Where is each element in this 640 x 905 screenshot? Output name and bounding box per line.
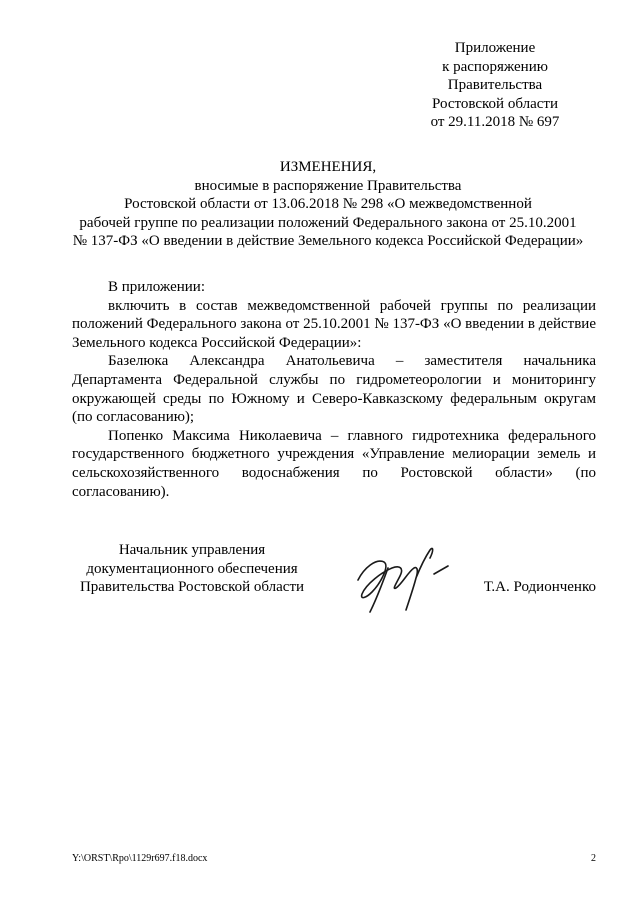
body-paragraph: В приложении: bbox=[108, 279, 205, 295]
annex-line: Ростовской области bbox=[432, 95, 558, 112]
signer-position-line: Начальник управления bbox=[118, 542, 266, 558]
title-line: вносимые в распоряжение Правительства bbox=[194, 177, 462, 194]
signer-name: Т.А. Родионченко bbox=[483, 579, 596, 595]
annex-date-number: от 29.11.2018 № 697 bbox=[430, 114, 560, 130]
annex-line: Правительства bbox=[447, 77, 543, 93]
footer-page-number: 2 bbox=[591, 853, 596, 864]
title-heading: ИЗМЕНЕНИЯ, bbox=[279, 159, 377, 175]
title-line: рабочей группе по реализации положений Федерального закона от 25.10.2001 bbox=[79, 214, 577, 231]
footer-file-path: Y:\ORST\Rpo\1129r697.f18.docx bbox=[72, 853, 208, 864]
annex-line: к распоряжению bbox=[442, 58, 548, 75]
signer-position bbox=[72, 541, 312, 597]
body-paragraph: Базелюка Александра Анатольевича – заместителя начальника Департамента Федеральной службы по гидрометеорологии и мониторингу окружающей среды по Южному и Северо-Кавказскому федеральным округам (по согласованию); bbox=[72, 353, 596, 426]
signer-position-line: документационного обеспечения bbox=[86, 560, 298, 577]
document-title bbox=[40, 158, 616, 251]
body-paragraph: Попенко Максима Николаевича – главного гидротехника федерального государственного бюджетного учреждения «Управление мелиорации земель и сельскохозяйственного водоснабжения по Ростовской области» (по согласованию). bbox=[72, 427, 596, 500]
title-line: Ростовской области от 13.06.2018 № 298 «О межведомственной bbox=[124, 196, 532, 213]
annex-header bbox=[380, 39, 610, 132]
signer-position-line: Правительства Ростовской области bbox=[79, 579, 305, 596]
handwritten-signature bbox=[330, 528, 460, 618]
body-paragraph: включить в состав межведомственной рабочей группы по реализации положений Федерального закона от 25.10.2001 № 137-ФЗ «О введении в действие Земельного кодекса Российской Федерации»: bbox=[72, 297, 596, 351]
document-body bbox=[72, 278, 596, 501]
title-line: № 137-ФЗ «О введении в действие Земельного кодекса Российской Федерации» bbox=[72, 233, 584, 250]
annex-line: Приложение bbox=[454, 40, 536, 56]
